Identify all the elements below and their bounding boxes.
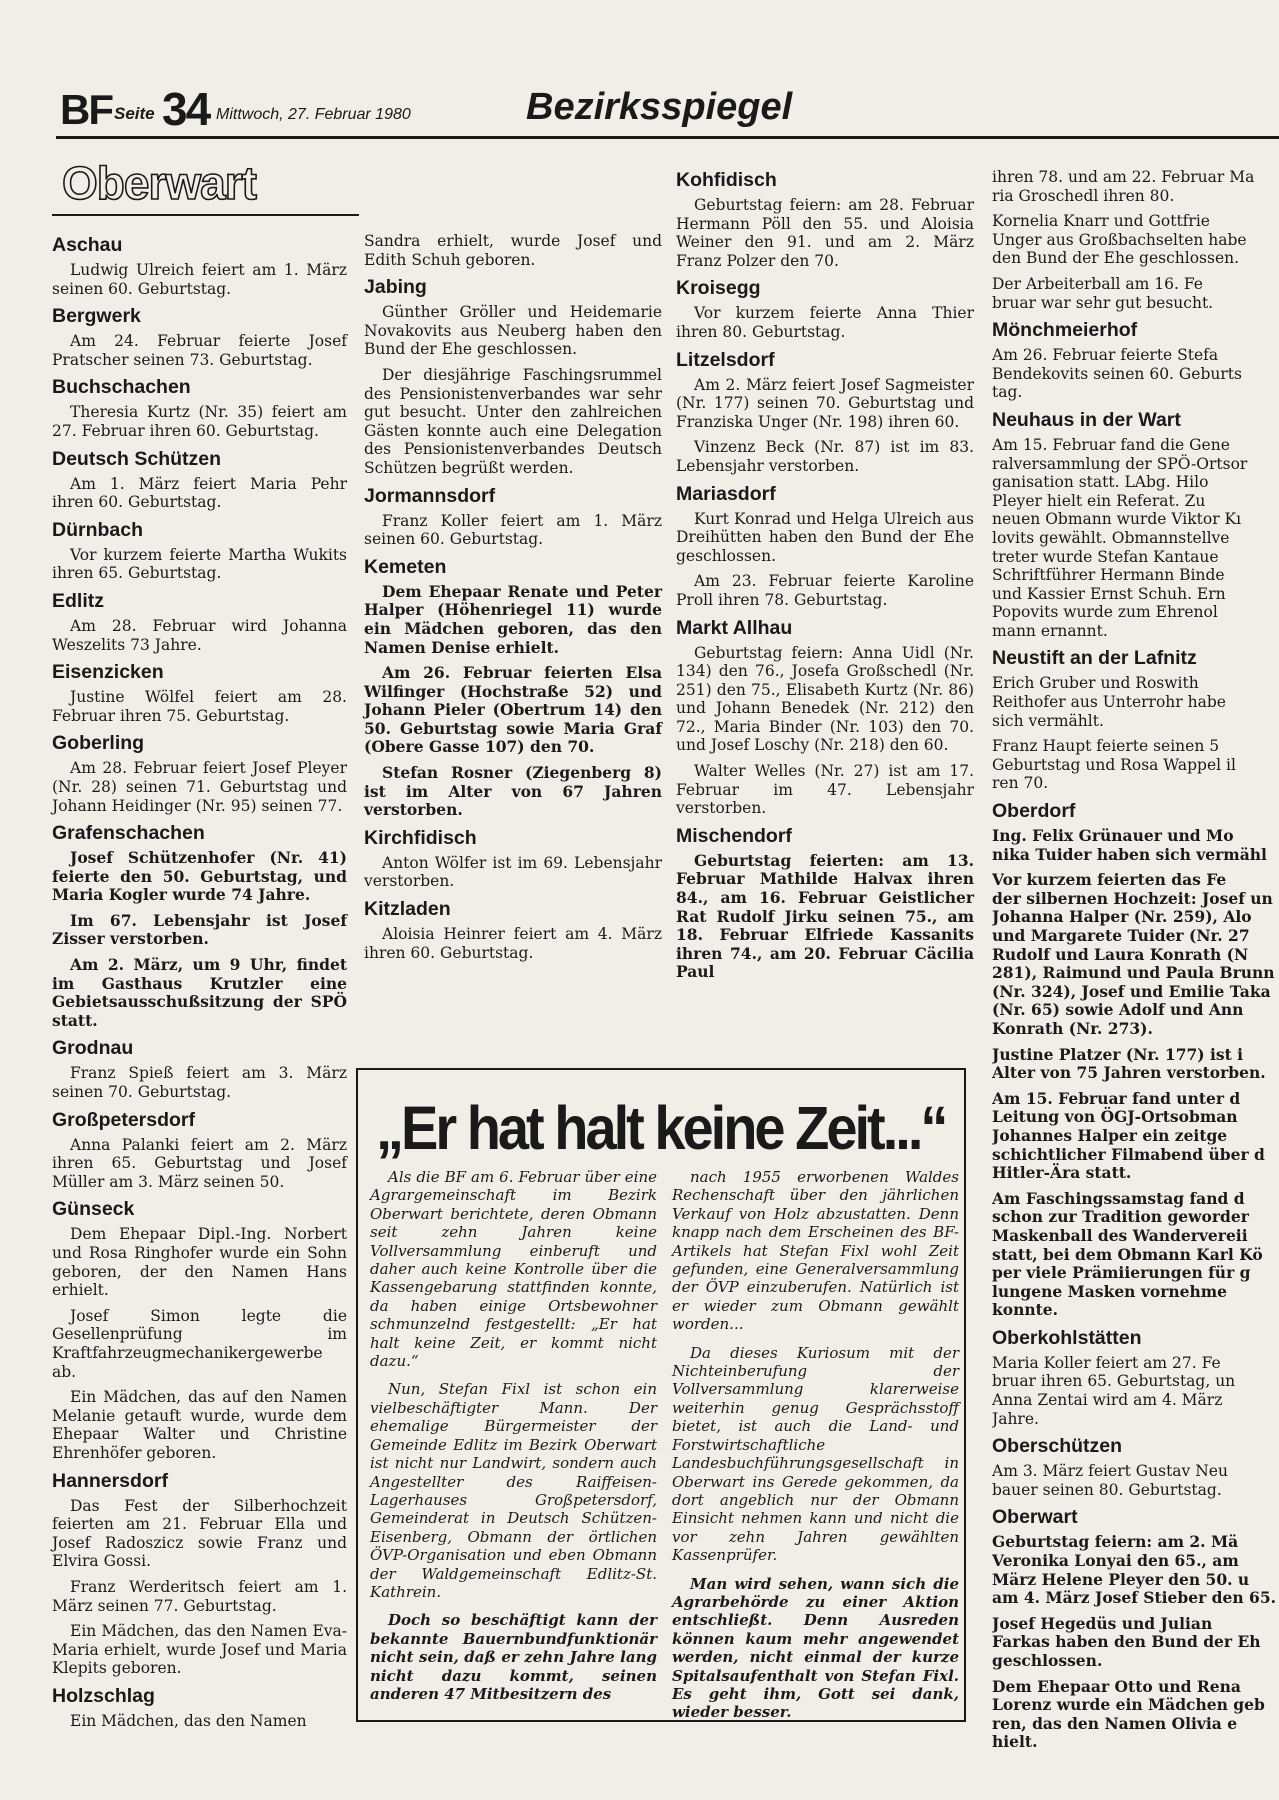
text-line: (Nr. 65) sowie Adolf und Ann [992,1000,1244,1020]
text-line: Dem Ehepaar Otto und Rena [992,1676,1241,1696]
text-line: Josef Hegedüs und Julian [992,1613,1213,1633]
column-3-items [676,169,974,982]
column-4-items [992,319,1279,1752]
text-line: der silbernen Hochzeit: Josef un [992,888,1273,908]
news-item: Stefan Rosner (Ziegenberg 8) ist im Alter von 67 Jahren verstorben. [364,763,662,820]
text-line: Jahre. [992,1409,1039,1428]
news-item: Anna Palanki feiert am 2. März ihren 65. Geburtstag und Josef Müller am 3. März seinen 50. [52,1135,347,1191]
place-heading: Kemeten [364,555,447,578]
text-line: März Helene Pleyer den 50. u [992,1569,1250,1589]
news-item: Geburtstag feierten: am 13. Februar Mathilde Halvax ihren 84., am 16. Februar Geistlicher Rat Rudolf Jirku seinen 75., am 18. Februar Elfriede Kassanits ihren 74., am 20. Februar Cäcilia Paul [676,850,974,982]
news-item: Ein Mädchen, das den Namen [70,1711,307,1730]
column-3 [676,163,974,989]
news-item: Dem Ehepaar Renate und Peter Halper (Höhenriegel 11) wurde ein Mädchen geboren, das den Namen Denise erhielt. [364,581,662,657]
news-item [992,827,1279,864]
text-line: Kornelia Knarr und Gottfrie [992,212,1210,231]
news-item: Josef Schützenhofer (Nr. 41) feierte den 50. Geburtstag, und Maria Kogler wurde 74 Jahre. [52,848,347,905]
news-item: Am 28. Februar wird Johanna Weszelits 73 Jahre. [52,616,347,654]
place-heading: Grodnau [52,1037,134,1060]
news-item: Am 28. Februar feiert Josef Pleyer (Nr. 28) seinen 71. Geburtstag und Johann Heidinger (Nr. 95) seinen 77. [52,759,347,815]
news-item [992,1090,1279,1183]
text-line: Franz Haupt feierte seinen 5 [992,737,1220,756]
text-line: schon zur Tradition geworder [992,1207,1249,1227]
text-line: Popovits wurde zum Ehrenol [992,603,1218,622]
text-line: Am 15. Februar fand unter d [992,1088,1241,1108]
news-item [992,346,1279,402]
news-item: Theresia Kurtz (Nr. 35) feiert am 27. Februar ihren 60. Geburtstag. [52,403,347,440]
text-line: ria Groschedl ihren 80. [992,186,1175,205]
text-line: und Kassier Ernst Schuh. Ern [992,584,1226,603]
text-line: konnte. [992,1300,1059,1320]
column-1-items [52,234,347,1730]
news-item [992,1190,1279,1320]
place-heading: Goberling [52,732,145,755]
header-rule [56,136,1279,139]
text-line: am 4. März Josef Stieber den 65. [992,1588,1277,1608]
commentary-paragraph: Als die BF am 6. Februar über eine Agrargemeinschaft im Bezirk Oberwart berichtete, deren Obmann seit zehn Jahren keine Vollversammlung einberuft und daher auch keine Kontrolle über die Kassengebarung stattfinden konnte, da haben einige Ortsbewohner schmunzelnd festgestellt: „Er hat halt keine Zeit, er kommt nicht dazu.“ [370,1168,657,1371]
commentary-headline: „Er hat halt keine Zeit...“ [376,1093,946,1163]
place-heading: Jormannsdorf [364,484,496,507]
news-item [992,1046,1279,1083]
place-heading: Eisenzicken [52,661,164,684]
text-line: statt, bei dem Obmann Karl Kö [992,1244,1263,1264]
place-heading: Großpetersdorf [52,1108,196,1131]
continued-text [992,168,1279,205]
place-heading: Holzschlag [52,1684,155,1707]
text-line: 281), Raimund und Paula Brunn [992,963,1275,983]
place-heading: Bergwerk [52,305,141,328]
place-heading: Kroisegg [676,277,761,300]
news-item: Am 24. Februar feierte Josef Pratscher seinen 73. Geburtstag. [52,332,347,369]
text-line: Farkas haben den Bund der Eh [992,1632,1261,1652]
text-line: schichtlicher Filmabend über d [992,1144,1265,1164]
news-item: Geburtstag feiern: Anna Uidl (Nr. 134) den 76., Josefa Großschedl (Nr. 251) den 75., Elisabeth Kurtz (Nr. 86) und Johann Benedek (Nr. 212) den 72., Maria Binder (Nr. 103) den 70. und Josef Loschy (Nr. 218) den 60. [676,643,974,755]
text-line: per viele Prämiierungen für g [992,1263,1251,1283]
column-2-items [364,276,662,962]
place-heading: Mischendorf [676,824,792,847]
news-item: Walter Welles (Nr. 27) ist am 17. Februar im 47. Lebensjahr verstorben. [676,762,974,818]
text-line: Maskenball des Wandervereii [992,1225,1248,1245]
place-heading: Oberschützen [992,1435,1123,1458]
news-item: Justine Wölfel feiert am 28. Februar ihren 75. Geburtstag. [52,688,347,725]
news-item: Franz Spieß feiert am 3. März seinen 70. Geburtstag. [52,1064,347,1102]
news-item [992,436,1279,641]
commentary-right-column [672,1168,959,1732]
text-line: Rudolf und Laura Konrath (N [992,944,1249,964]
text-line: Ing. Felix Grünauer und Mo [992,826,1234,846]
masthead-rule [52,214,359,216]
place-heading: Mönchmeierhof [992,319,1138,342]
place-heading: Dürnbach [52,518,144,541]
news-item: Geburtstag feiern: am 28. Februar Hermann Pöll den 55. und Aloisia Weiner den 91. und am 2. März Franz Polzer den 70. [676,196,974,270]
news-item: Am 23. Februar feierte Karoline Proll ihren 78. Geburtstag. [676,572,974,609]
place-heading: Edlitz [52,589,104,612]
news-item: Dem Ehepaar Dipl.-Ing. Norbert und Rosa Ringhofer wurde ein Sohn geboren, der den Namen Hans erhielt. [52,1225,347,1300]
news-item [992,871,1279,1038]
page-number: 34 [162,83,210,135]
place-heading: Neustift an der Lafnitz [992,647,1197,670]
text-line: ralversammlung der SPÖ-Ortsor [992,454,1248,473]
place-heading: Kitzladen [364,898,451,921]
text-line: und Margarete Tuider (Nr. 27 [992,926,1250,945]
news-item: Ludwig Ulreich feiert am 1. März seinen 60. Geburtstag. [52,261,347,298]
commentary-paragraph: Da dieses Kuriosum mit der Nichteinberufung der Vollversammlung klarerweise weiterhin genug Gesprächsstoff bietet, ist auch die Land- und Forstwirtschaftliche Landesbuchführungsgesellschaft in Oberwart ins Gerede gekommen, da dort angeblich nur der Obmann Einsicht nehmen kann und nicht die vor zehn Jahren gewählten Kassenprüfer. [672,1343,959,1565]
text-line: Am Faschingssamstag fand d [992,1188,1245,1208]
place-heading: Oberkohlstätten [992,1326,1142,1349]
text-line: Leitung von ÖGJ-Ortsobman [992,1107,1238,1127]
text-line: neuen Obmann wurde Viktor Kı [992,510,1242,529]
text-line: Veronika Lonyai den 65., am [992,1551,1239,1571]
news-item: Am 1. März feiert Maria Pehr ihren 60. Geburtstag. [52,474,347,512]
place-heading: Deutsch Schützen [52,447,222,470]
news-item: Franz Werderitsch feiert am 1. März seinen 77. Geburtstag. [52,1577,347,1615]
news-item: Vor kurzem feierte Anna Thier ihren 80. Geburtstag. [676,304,974,341]
text-line: Am 26. Februar feierte Stefa [992,346,1219,365]
commentary-paragraph: nach 1955 erworbenen Waldes Rechenschaft über den jährlichen Verkauf von Holz abzustatten. Denn knapp nach dem Erscheinen des BF-Artikels hat Stefan Fixl wohl Zeit gefunden, eine Generalversammlung der ÖVP einzuberufen. Natürlich ist er wieder zum Obmann gewählt worden... [672,1168,959,1334]
place-heading: Kohfidisch [676,169,777,191]
news-item [992,1354,1279,1428]
place-heading: Markt Allhau [676,616,793,639]
page-label: Seite [114,104,155,123]
section-title: Bezirksspiegel [526,86,793,128]
news-item [992,275,1279,312]
text-line: Bendekovits seinen 60. Geburts [992,364,1242,383]
text-line: mann ernannt. [992,621,1108,640]
district-masthead: Oberwart [62,157,256,209]
text-line: nika Tuider haben sich vermähl [992,844,1267,864]
news-item: Franz Koller feiert am 1. März seinen 60. Geburtstag. [364,511,662,549]
place-heading: Günseck [52,1198,135,1221]
text-line: Am 15. Februar fand die Gene [992,435,1230,454]
text-line: ganisation statt. LAbg. Hilo [992,473,1209,492]
issue-date: Mittwoch, 27. Februar 1980 [216,106,411,123]
place-heading: Litzelsdorf [676,348,775,371]
paper-logo: BF [60,86,112,133]
text-line: Pleyer hielt ein Referat. Zu [992,491,1206,510]
text-line: bauer seinen 80. Geburtstag. [992,1480,1222,1499]
commentary-paragraph: Doch so beschäftigt kann der bekannte Bauernbundfunktionär nicht sein, daß er zehn Jahre lang nicht dazu kommt, seinen anderen 47 Mitbesitzern des [370,1611,657,1703]
news-item: Am 2. März feiert Josef Sagmeister (Nr. 177) seinen 70. Geburtstag und Franziska Unger (Nr. 198) ihren 60. [676,375,974,431]
text-line: sich vermählt. [992,711,1104,730]
news-item [992,1615,1279,1671]
continued-text: Sandra erhielt, wurde Josef und Edith Schuh geboren. [364,232,662,269]
place-heading: Aschau [52,234,123,256]
column-1 [52,157,347,1737]
news-item: Vor kurzem feierte Martha Wukits ihren 65. Geburtstag. [52,545,347,583]
text-line: treter wurde Stefan Kantaue [992,547,1219,566]
news-item [992,674,1279,730]
text-line: Lorenz wurde ein Mädchen geb [992,1695,1265,1715]
place-heading: Hannersdorf [52,1469,168,1492]
news-item [992,737,1279,793]
commentary-left-column [370,1168,657,1713]
news-item: Ein Mädchen, das den Namen Eva-Maria erhielt, wurde Josef und Maria Klepits geboren. [52,1622,347,1678]
news-item [992,1678,1279,1752]
place-heading: Grafenschachen [52,822,205,845]
text-line: Erich Gruber und Roswith [992,674,1199,693]
page-header [56,83,1279,136]
place-heading: Neuhaus in der Wart [992,408,1181,431]
news-item: Günther Gröller und Heidemarie Novakovits aus Neuberg haben den Bund der Ehe geschlossen. [364,303,662,359]
news-item: Aloisia Heinrer feiert am 4. März ihren 60. Geburtstag. [364,925,662,962]
continued-paragraphs [992,212,1279,312]
commentary-paragraph: Nun, Stefan Fixl ist schon ein vielbeschäftigter Mann. Der ehemalige Bürgermeister der Gemeinde Edlitz im Bezirk Oberwart ist nicht nur Landwirt, sondern auch Angestellter des Raiffeisen-Lagerhauses Großpetersdorf, Gemeinderat in Deutsch Schützen-Eisenberg, Obmann der örtlichen ÖVP-Organisation und eben Obmann der Waldgemeinschaft Edlitz-St. Kathrein. [370,1380,657,1601]
text-line: Unger aus Großbachselten habe [992,230,1247,249]
text-line: Geburtstag feiern: am 2. Mä [992,1532,1239,1552]
text-line: Vor kurzem feierten das Fe [992,870,1227,890]
news-item: Ein Mädchen, das auf den Namen Melanie getauft wurde, wurde dem Ehepaar Walter und Christine Ehrenhöfer geboren. [52,1388,347,1462]
news-item: Vinzenz Beck (Nr. 87) ist im 83. Lebensjahr verstorben. [676,438,974,475]
commentary-paragraph: Man wird sehen, wann sich die Agrarbehörde zu einer Aktion entschließt. Denn Ausreden können kaum mehr angewendet werden, nicht einmal der kurze Spitalsaufenthalt von Stefan Fixl. Es geht ihm, Gott sei dank, wieder besser. [672,1574,959,1722]
news-item: Im 67. Lebensjahr ist Josef Zisser verstorben. [52,910,347,949]
column-4 [992,168,1279,1759]
text-line: Maria Koller feiert am 27. Fe [992,1353,1221,1372]
text-line: Johannes Halper ein zeitge [992,1125,1228,1145]
news-item: Josef Simon legte die Gesellenprüfung im Kraftfahrzeugmechanikergewerbe ab. [52,1306,347,1381]
text-line: den Bund der Ehe geschlossen. [992,249,1240,268]
text-line: lungene Masken vornehme [992,1281,1228,1301]
place-heading: Kirchfidisch [364,826,477,849]
text-line: ren, das den Namen Olivia e [992,1713,1238,1733]
news-item [992,1533,1279,1607]
text-line: Reithofer aus Unterrohr habe [992,693,1226,712]
news-item: Das Fest der Silberhochzeit feierten am 21. Februar Ella und Josef Radoszicz sowie Franz und Elvira Gossi. [52,1496,347,1571]
commentary-box [356,1068,966,1722]
news-item: Kurt Konrad und Helga Ulreich aus Dreihütten haben den Bund der Ehe geschlossen. [676,509,974,565]
place-heading: Oberwart [992,1506,1078,1529]
place-heading: Mariasdorf [676,482,776,505]
place-heading: Jabing [364,276,427,299]
text-line: Schriftführer Hermann Binde [992,566,1225,585]
place-heading: Buchschachen [52,376,191,399]
news-item: Anton Wölfer ist im 69. Lebensjahr verstorben. [364,853,662,891]
text-line: Johanna Halper (Nr. 259), Alo [992,907,1252,927]
column-2 [364,232,662,969]
text-line: (Nr. 324), Josef und Emilie Taka [992,981,1271,1001]
text-line: Am 3. März feiert Gustav Neu [992,1462,1228,1481]
text-line: Anna Zentai wird am 4. März [992,1391,1223,1410]
news-item [992,212,1279,268]
text-line: bruar ihren 65. Geburtstag, un [992,1372,1236,1391]
news-item: Am 26. Februar feierten Elsa Wilfinger (Hochstraße 52) und Johann Pieler (Obertrum 14) den 50. Geburtstag sowie Maria Graf (Obere Gasse 107) den 70. [364,663,662,757]
text-line: Konrath (Nr. 273). [992,1018,1153,1038]
text-line: geschlossen. [992,1651,1103,1670]
text-line: ren 70. [992,774,1049,793]
text-line: ihren 78. und am 22. Februar Ma [992,168,1255,186]
text-line: lovits gewählt. Obmannstellve [992,528,1230,547]
news-item: Der diesjährige Faschingsrummel des Pensionistenverbandes war sehr gut besucht. Unter den zahlreichen Gästen konnte auch eine Delegation des Pensionistenverbandes Deutsch Schützen begrüßt werden. [364,365,662,477]
place-heading: Oberdorf [992,800,1076,823]
text-line: Geburtstag und Rosa Wappel il [992,755,1236,774]
text-line: Justine Platzer (Nr. 177) ist i [992,1044,1244,1064]
news-item: Am 2. März, um 9 Uhr, findet im Gasthaus Krutzler eine Gebietsausschußsitzung der SPÖ statt. [52,955,347,1030]
text-line: bruar war sehr gut besucht. [992,293,1214,312]
text-line: Hitler-Ära statt. [992,1163,1132,1183]
text-line: tag. [992,383,1023,402]
text-line: Der Arbeiterball am 16. Fe [992,274,1203,293]
news-item [992,1462,1279,1499]
text-line: Alter von 75 Jahren verstorben. [992,1063,1266,1083]
text-line: hielt. [992,1732,1038,1752]
